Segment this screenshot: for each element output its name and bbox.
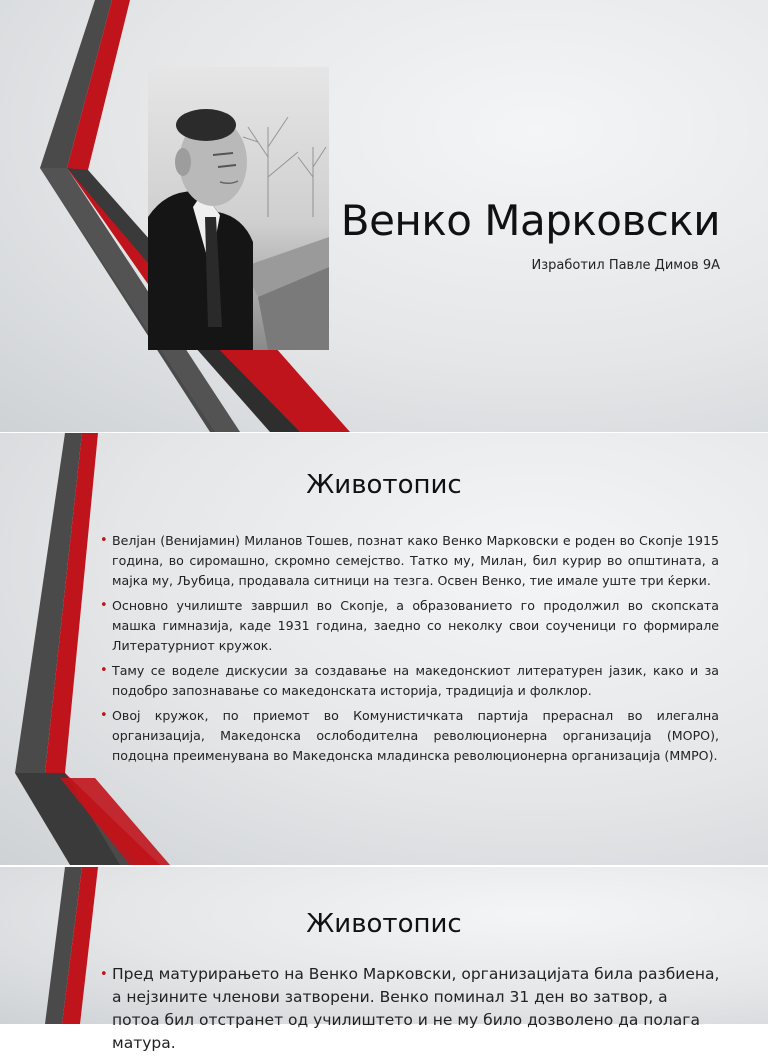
list-item [100, 963, 720, 1055]
list-item [100, 661, 719, 701]
bullet-icon: • [100, 967, 108, 982]
list-item [100, 596, 719, 656]
list-item [100, 531, 719, 591]
bullet-icon: • [100, 663, 108, 678]
slide-heading: Животопис [306, 470, 462, 500]
bullet-text: Основно училиште завршил во Скопје, а образованието го продолжил во скопската машка гимназија, каде 1931 година, заедно со неколку свои соученици го формирале Литературниот кружок. [112, 598, 719, 653]
bullet-text: Пред матурирањето на Венко Марковски, организацијата била разбиена, а нејзините членови затворени. Венко поминал 31 ден во затвор, а потоа бил отстранет од училиштето и не му било дозволено да полага матура. [112, 965, 720, 1052]
list-item [100, 706, 719, 766]
slide-title [0, 0, 768, 432]
slide-biography-1 [0, 433, 768, 865]
slide-biography-2 [0, 867, 768, 1052]
bullet-icon: • [100, 708, 108, 723]
bullet-list [100, 531, 719, 771]
slide-heading: Животопис [306, 909, 462, 939]
bullet-list [100, 963, 720, 1060]
presentation-title: Венко Марковски [340, 196, 720, 245]
bullet-icon: • [100, 533, 108, 548]
bullet-text: Овој кружок, по приемот во Комунистичката партија прераснал во илегална организација, Македонска ослободителна революционерна организација (МОРО), подоцна преименувана во Македонска младинска революционерна организација (ММРО). [112, 708, 719, 763]
bullet-text: Таму се воделе дискусии за создавање на македонскиот литературен јазик, како и за подобро запознавање со македонската историја, традиција и фолклор. [112, 663, 719, 698]
presentation-subtitle: Изработил Павле Димов 9А [531, 258, 720, 273]
bullet-text: Велјан (Венијамин) Миланов Тошев, познат како Венко Марковски е роден во Скопје 1915 година, во сиромашно, скромно семејство. Татко му, Милан, бил курир во општината, а мајка му, Љубица, продавала ситници на тезга. Освен Венко, тие имале уште три ќерки. [112, 533, 719, 588]
bullet-icon: • [100, 598, 108, 613]
